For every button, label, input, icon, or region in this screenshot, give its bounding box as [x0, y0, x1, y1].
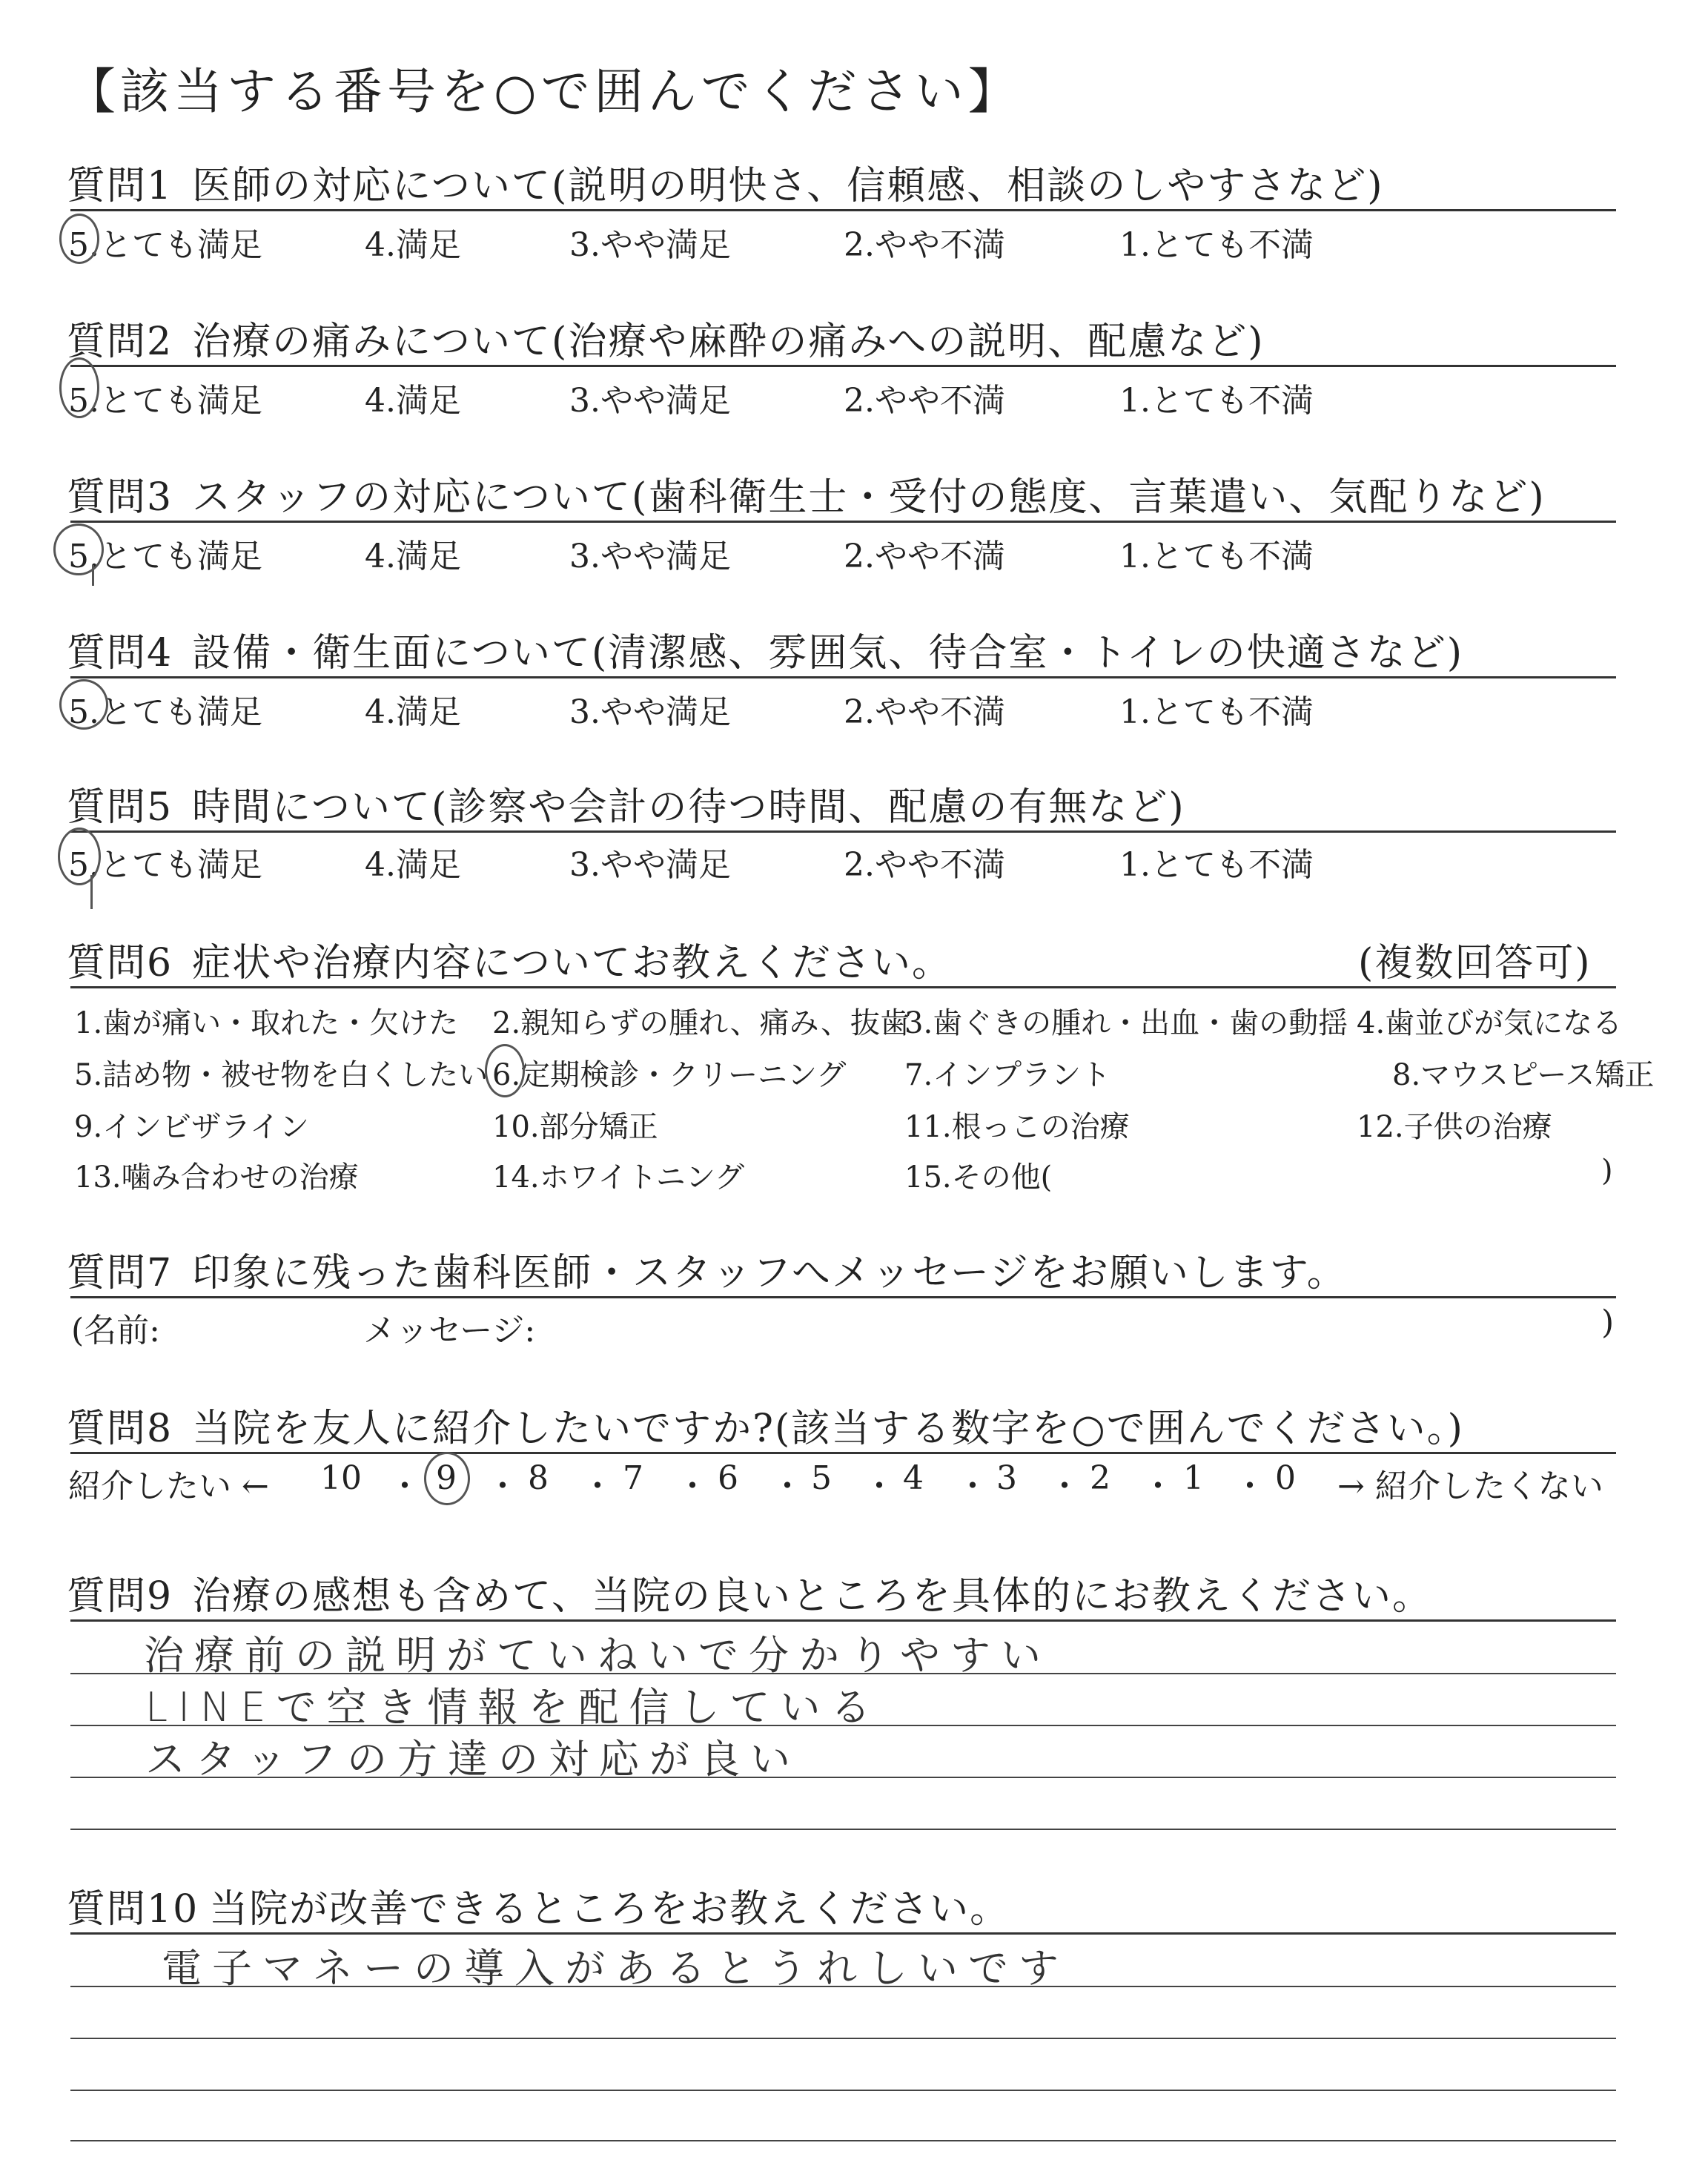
rating-option-5[interactable]: 5.とても満足	[68, 693, 262, 731]
scale-value-6[interactable]: 6	[718, 1459, 738, 1497]
selection-circle-mark	[53, 524, 104, 575]
symptom-option-8[interactable]: 8.マウスピース矯正	[1392, 1058, 1655, 1092]
symptom-option-1[interactable]: 1.歯が痛い・取れた・欠けた	[74, 1006, 459, 1040]
rating-option-3[interactable]: 3.やや満足	[569, 226, 731, 264]
symptom-option-12[interactable]: 12.子供の治療	[1357, 1110, 1552, 1144]
selection-circle-mark	[485, 1044, 525, 1097]
symptom-option-7[interactable]: 7.インプラント	[904, 1058, 1111, 1092]
divider	[70, 521, 1616, 523]
instruction-header: 【該当する番号を○で囲んでください】	[67, 63, 1022, 120]
symptom-option-14[interactable]: 14.ホワイトニング	[492, 1160, 745, 1195]
question-title	[67, 1241, 1347, 1297]
selection-circle-mark	[59, 357, 99, 418]
rating-option-1[interactable]: 1.とても不満	[1119, 693, 1314, 731]
handwritten-answer: LINEで空き情報を配信している	[145, 1684, 881, 1731]
rating-option-4[interactable]: 4.満足	[365, 846, 461, 884]
rating-option-5[interactable]: 5.とても満足	[68, 382, 262, 420]
message-label: メッセージ:	[363, 1312, 536, 1350]
rating-option-4[interactable]: 4.満足	[365, 226, 461, 264]
rating-option-1[interactable]: 1.とても不満	[1119, 846, 1314, 884]
question-number: 質問9	[67, 1574, 173, 1619]
scale-value-1[interactable]: 1	[1183, 1459, 1204, 1497]
rating-option-4[interactable]: 4.満足	[365, 382, 461, 420]
rating-option-2[interactable]: 2.やや不満	[844, 382, 1005, 420]
name-label: (名前:	[71, 1312, 160, 1350]
scale-separator: ・	[771, 1467, 804, 1505]
rating-option-3[interactable]: 3.やや満足	[569, 693, 731, 731]
divider	[70, 1619, 1616, 1622]
symptom-option-11[interactable]: 11.根っこの治療	[904, 1110, 1130, 1144]
question-text: 治療の感想も含めて、当院の良いところを具体的にお教えください。	[192, 1574, 1433, 1619]
rating-option-1[interactable]: 1.とても不満	[1119, 382, 1314, 420]
scale-value-4[interactable]: 4	[903, 1459, 924, 1497]
rating-option-1[interactable]: 1.とても不満	[1119, 226, 1314, 264]
scale-left-label: 紹介したい ←	[68, 1467, 269, 1505]
symptom-option-10[interactable]: 10.部分矯正	[492, 1110, 658, 1144]
multiple-answer-note: (複数回答可)	[1358, 941, 1592, 985]
answer-line	[70, 2038, 1616, 2039]
divider	[70, 1932, 1616, 1935]
scale-separator: ・	[388, 1467, 421, 1505]
selection-circle-mark	[58, 828, 101, 885]
selection-circle-mark	[59, 679, 108, 730]
question-number: 質問2	[67, 320, 173, 364]
scale-separator: ・	[1048, 1467, 1081, 1505]
scale-separator: ・	[863, 1467, 896, 1505]
question-text: 設備・衛生面について(清潔感、雰囲気、待合室・トイレの快適さなど)	[192, 631, 1464, 676]
symptom-option-3[interactable]: 3.歯ぐきの腫れ・出血・歯の動揺	[904, 1006, 1348, 1040]
scale-value-7[interactable]: 7	[623, 1459, 643, 1497]
symptom-option-6[interactable]: 6.定期検診・クリーニング	[492, 1058, 847, 1092]
rating-option-5[interactable]: 5.とても満足	[68, 538, 262, 575]
scale-separator: ・	[676, 1467, 709, 1505]
scale-value-9[interactable]: 9	[436, 1459, 457, 1497]
divider	[70, 830, 1616, 833]
rating-option-4[interactable]: 4.満足	[365, 693, 461, 731]
question-title	[67, 310, 1265, 366]
rating-option-5[interactable]: 5.とても満足	[68, 226, 262, 264]
scale-separator: ・	[956, 1467, 989, 1505]
answer-line	[70, 1829, 1616, 1830]
symptom-option-2[interactable]: 2.親知らずの腫れ、痛み、抜歯	[492, 1006, 910, 1040]
question-text: 印象に残った歯科医師・スタッフへメッセージをお願いします。	[192, 1251, 1347, 1295]
rating-option-2[interactable]: 2.やや不満	[844, 226, 1005, 264]
question-number: 質問10	[67, 1887, 199, 1932]
question-number: 質問1	[67, 164, 173, 208]
question-number: 質問4	[67, 631, 173, 676]
handwritten-answer: 治療前の説明がていねいで分かりやすい	[144, 1632, 1051, 1679]
selection-tail-mark	[92, 565, 94, 586]
scale-separator: ・	[1142, 1467, 1174, 1505]
divider	[70, 676, 1616, 678]
handwritten-answer: 電子マネーの導入があるとうれしいです	[162, 1945, 1069, 1992]
question-number: 質問8	[67, 1407, 173, 1451]
question-text: 治療の痛みについて(治療や麻酔の痛みへの説明、配慮など)	[192, 320, 1265, 364]
divider	[70, 209, 1616, 211]
question-text: スタッフの対応について(歯科衛生士・受付の態度、言葉遣い、気配りなど)	[192, 475, 1546, 520]
scale-value-3[interactable]: 3	[996, 1459, 1017, 1497]
answer-line	[70, 2090, 1616, 2091]
selection-circle-mark	[59, 214, 99, 264]
selection-tail-mark	[90, 875, 93, 909]
selection-circle-mark	[424, 1452, 470, 1505]
rating-option-2[interactable]: 2.やや不満	[844, 538, 1005, 575]
divider	[70, 986, 1616, 988]
scale-separator: ・	[1234, 1467, 1266, 1505]
rating-option-5[interactable]: 5.とても満足	[68, 846, 262, 884]
question-title	[67, 776, 1185, 831]
rating-option-3[interactable]: 3.やや満足	[569, 538, 731, 575]
scale-value-0[interactable]: 0	[1275, 1459, 1296, 1497]
rating-option-3[interactable]: 3.やや満足	[569, 846, 731, 884]
other-close-paren: )	[1601, 1154, 1613, 1188]
symptom-option-15[interactable]: 15.その他(	[904, 1160, 1053, 1195]
symptom-option-5[interactable]: 5.詰め物・被せ物を白くしたい	[74, 1058, 489, 1092]
question-title	[67, 931, 952, 987]
divider	[70, 365, 1616, 367]
question-number: 質問3	[67, 475, 173, 520]
scale-separator: ・	[581, 1467, 614, 1505]
question-text: 当院を友人に紹介したいですか?(該当する数字を○で囲んでください。)	[192, 1407, 1464, 1451]
scale-value-10[interactable]: 10	[320, 1459, 362, 1497]
question-text: 医師の対応について(説明の明快さ、信頼感、相談のしやすさなど)	[192, 164, 1384, 208]
symptom-option-9[interactable]: 9.インビザライン	[74, 1110, 309, 1144]
question-title	[67, 1565, 1432, 1620]
symptom-option-13[interactable]: 13.噛み合わせの治療	[74, 1160, 359, 1195]
question-title	[67, 621, 1463, 677]
answer-line	[70, 2140, 1616, 2141]
question-text: 当院が改善できるところをお教えください。	[209, 1887, 1010, 1932]
question-title	[67, 1397, 1464, 1453]
scale-value-2[interactable]: 2	[1090, 1459, 1110, 1497]
divider	[70, 1452, 1616, 1454]
question-title	[67, 154, 1384, 210]
question-number: 質問6	[67, 941, 173, 985]
rating-option-4[interactable]: 4.満足	[365, 538, 461, 575]
divider	[70, 1296, 1616, 1298]
rating-option-2[interactable]: 2.やや不満	[844, 693, 1005, 731]
question-number: 質問5	[67, 785, 173, 830]
message-close-paren: )	[1601, 1304, 1615, 1341]
scale-value-8[interactable]: 8	[528, 1459, 549, 1497]
question-text: 時間について(診察や会計の待つ時間、配慮の有無など)	[192, 785, 1185, 830]
scale-separator: ・	[486, 1467, 519, 1505]
question-title	[67, 466, 1546, 521]
question-number: 質問7	[67, 1251, 173, 1295]
rating-option-1[interactable]: 1.とても不満	[1119, 538, 1314, 575]
symptom-option-4[interactable]: 4.歯並びが気になる	[1357, 1006, 1623, 1040]
question-title	[67, 1877, 1010, 1933]
rating-option-3[interactable]: 3.やや満足	[569, 382, 731, 420]
question-text: 症状や治療内容についてお教えください。	[192, 941, 953, 985]
scale-right-label: → 紹介したくない	[1337, 1467, 1603, 1505]
rating-option-2[interactable]: 2.やや不満	[844, 846, 1005, 884]
handwritten-answer: スタッフの方達の対応が良い	[145, 1736, 801, 1783]
scale-value-5[interactable]: 5	[811, 1459, 832, 1497]
